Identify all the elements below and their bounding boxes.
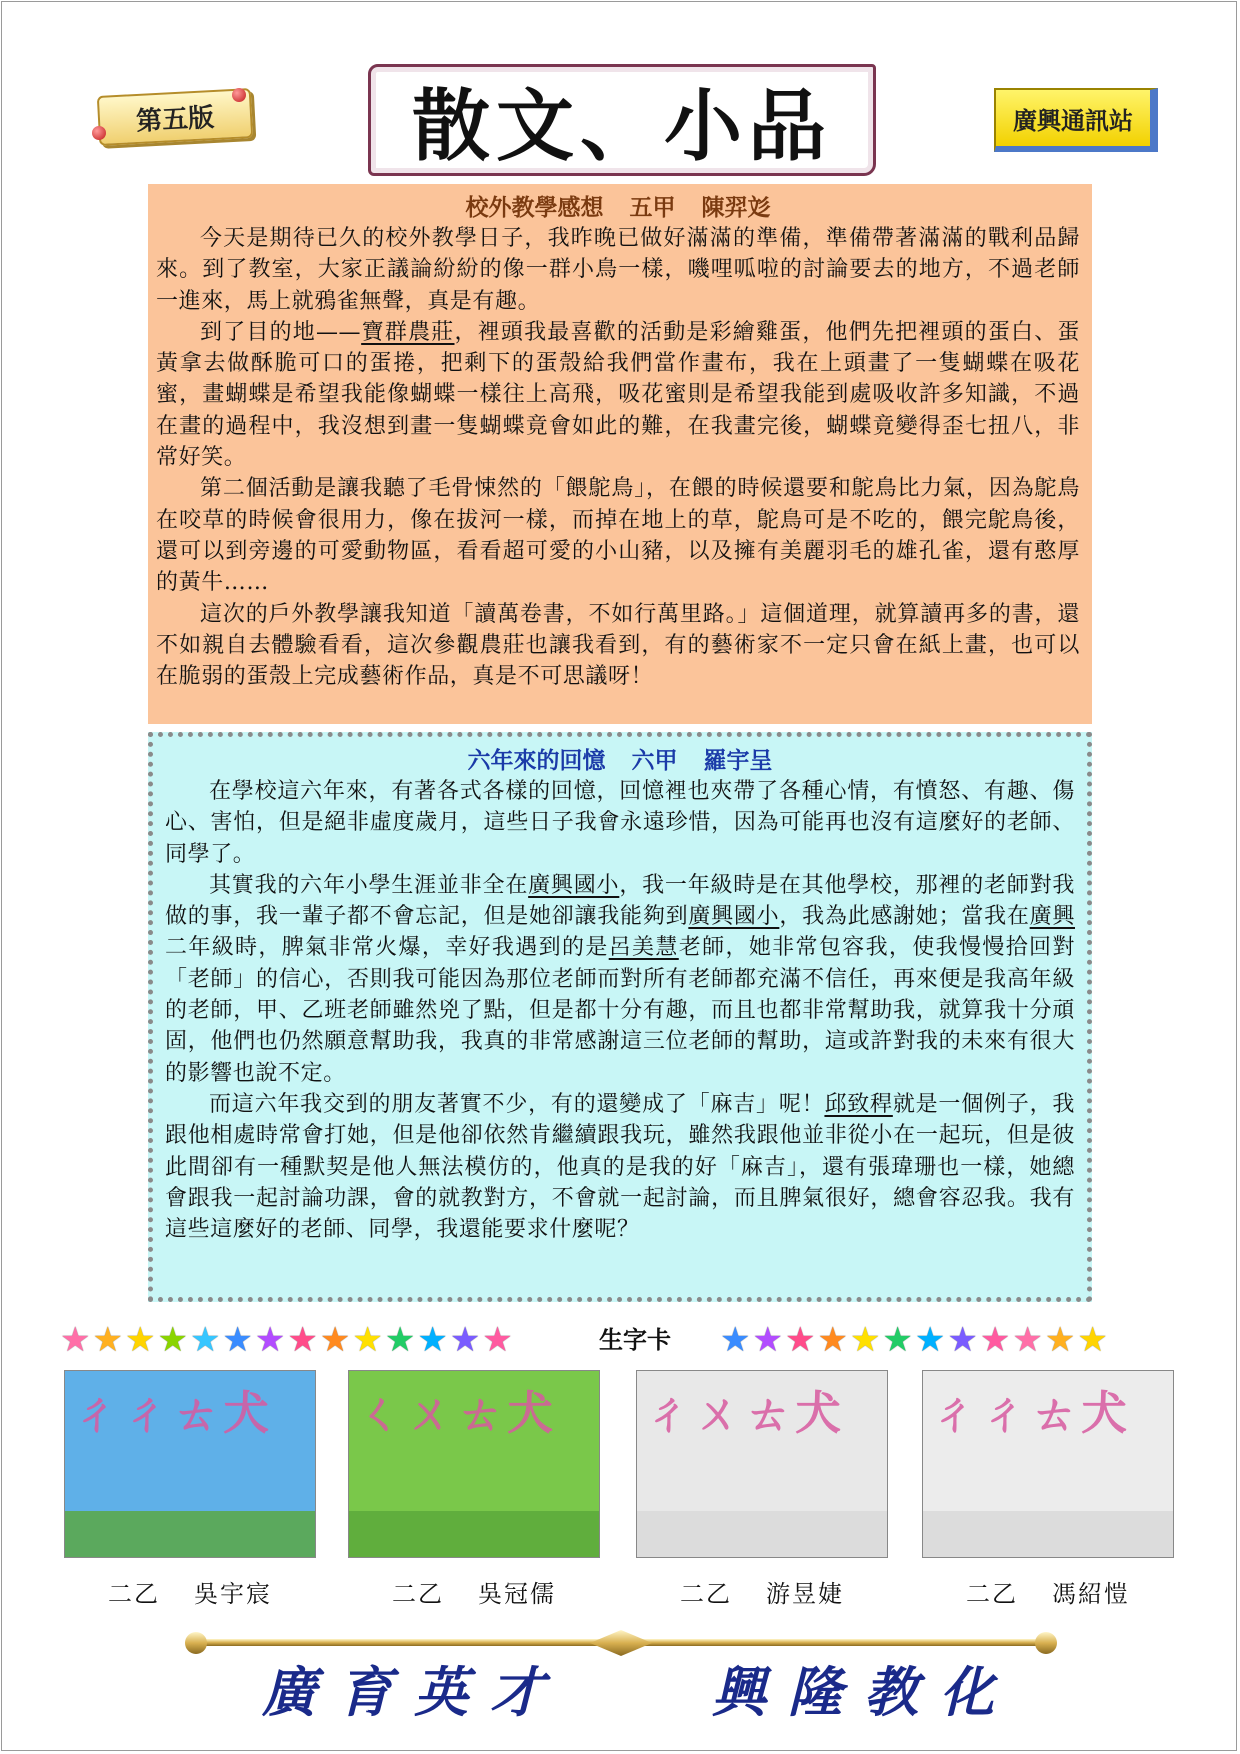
article-field-trip xyxy=(148,184,1092,724)
star-icon: ★ xyxy=(482,1320,513,1360)
caption-class: 二乙 xyxy=(108,1580,160,1608)
pin-icon xyxy=(92,126,106,140)
edition-label: 第五版 xyxy=(135,102,215,137)
star-icon: ★ xyxy=(319,1320,351,1360)
place-name: 寶群農莊 xyxy=(361,319,455,345)
star-icon: ★ xyxy=(417,1320,448,1360)
caption-class: 二乙 xyxy=(966,1580,1018,1608)
star-icon: ★ xyxy=(254,1320,286,1360)
star-icon: ★ xyxy=(222,1320,253,1360)
text: 二年級時，脾氣非常火爆，幸好我遇到的是 xyxy=(165,935,609,961)
star-icon: ★ xyxy=(352,1320,383,1360)
vocab-drawing xyxy=(636,1370,888,1558)
drawing-characters: ㄔㄨㄊ犬 xyxy=(645,1386,845,1440)
paragraph: 在學校這六年來，有著各式各樣的回憶，回憶裡也夾帶了各種心情，有憤怒、有趣、傷心、害怕，但是絕非虛度歲月，這些日子我會永遠珍惜，因為可能再也沒有這麼好的老師、同學了。 xyxy=(165,779,1075,867)
drawing-caption xyxy=(60,1574,320,1609)
caption-class: 二乙 xyxy=(392,1580,444,1608)
paragraph: 這次的戶外教學讓我知道「讀萬卷書，不如行萬里路。」這個道理，就算讀再多的書，還不如親自去體驗看看，這次參觀農莊也讓我看到，有的藝術家不一定只會在紙上畫，也可以在脆弱的蛋殼上完成藝術作品，真是不可思議呀！ xyxy=(156,601,1080,690)
star-icon: ★ xyxy=(1044,1320,1076,1360)
star-icon: ★ xyxy=(784,1320,816,1360)
motto-right: 興隆教化 xyxy=(712,1660,1016,1724)
article-title xyxy=(156,192,1080,223)
text: 而這六年我交到的朋友著實不少，有的還變成了「麻吉」呢！ xyxy=(209,1091,825,1117)
motto-left: 廣育英才 xyxy=(262,1660,566,1724)
drawing-caption xyxy=(632,1574,892,1609)
star-icon: ★ xyxy=(60,1320,91,1360)
star-icon: ★ xyxy=(287,1320,318,1360)
article-title xyxy=(165,745,1075,776)
caption-class: 二乙 xyxy=(680,1580,732,1608)
drawing-characters: ㄔㄔㄊ犬 xyxy=(73,1386,273,1440)
star-icon: ★ xyxy=(979,1320,1011,1360)
article-memories xyxy=(148,732,1092,1302)
masthead-badge xyxy=(994,88,1158,152)
star-icon: ★ xyxy=(914,1320,946,1360)
friend-name: 邱致稈 xyxy=(824,1091,893,1117)
pin-icon xyxy=(232,88,246,102)
text: 就是一個例子，我跟他相處時常會打她，但是他卻依然肯繼續跟我玩，雖然我跟他並非從小在一起玩，但是彼此間卻有一種默契是他人無法模仿的，他真的是我的好「麻吉」，還有張瑋珊也一樣，她總會跟我一起討論功課，會的就教對方，不會就一起討論，而且脾氣很好，總會容忍我。我有這些這麼好的老師、同學，我還能要求什麼呢？ xyxy=(165,1091,1075,1243)
star-icon: ★ xyxy=(1077,1320,1108,1360)
star-icon: ★ xyxy=(882,1320,913,1360)
drawing-characters: ㄔㄔㄊ犬 xyxy=(931,1386,1131,1440)
text: 老師，她非常包容我，使我慢慢拾回對「老師」的信心，否則我可能因為那位老師而對所有老師都充滿不信任，再來便是我高年級的老師，甲、乙班老師雖然兇了點，但是都十分有趣，而且也都非常幫助我，就算我十分頑固，他們也仍然願意幫助我，我真的非常感謝這三位老師的幫助，這或許對我的未來有很大的影響也說不定。 xyxy=(165,935,1075,1086)
star-icon: ★ xyxy=(720,1320,751,1360)
text: ，我為此感謝她；當我在 xyxy=(779,904,1030,930)
article-class: 六甲 xyxy=(631,747,678,774)
caption-name: 馮紹愷 xyxy=(1052,1580,1130,1608)
drawing-ground xyxy=(65,1511,315,1557)
star-icon: ★ xyxy=(817,1320,848,1360)
star-border-left xyxy=(60,1322,513,1358)
masthead-label: 廣興通訊站 xyxy=(1013,106,1133,135)
paragraph xyxy=(165,870,1075,1089)
star-icon: ★ xyxy=(947,1320,978,1360)
school-name: 廣興國小 xyxy=(528,872,620,898)
edition-tag xyxy=(97,88,253,146)
paragraph: 今天是期待已久的校外教學日子，我昨晚已做好滿滿的準備，準備帶著滿滿的戰利品歸來。到了教室，大家正議論紛紛的像一群小鳥一樣，嘰哩呱啦的討論要去的地方，不過老師一進來，馬上就鴉雀無聲，真是有趣。 xyxy=(156,226,1080,314)
caption-name: 吳宇宸 xyxy=(194,1580,272,1608)
paragraph xyxy=(156,317,1080,473)
article-author: 陳羿彣 xyxy=(701,194,771,221)
star-icon: ★ xyxy=(849,1320,881,1360)
star-icon: ★ xyxy=(1012,1320,1043,1360)
article-class: 五甲 xyxy=(629,194,676,221)
vocab-drawing xyxy=(64,1370,316,1558)
caption-name: 游昱婕 xyxy=(766,1580,844,1608)
page-title: 散文、小品 xyxy=(411,82,832,172)
star-icon: ★ xyxy=(189,1320,221,1360)
drawing-characters: ㄑㄨㄊ犬 xyxy=(357,1386,557,1440)
star-icon: ★ xyxy=(384,1320,416,1360)
star-icon: ★ xyxy=(92,1320,123,1360)
star-icon: ★ xyxy=(449,1320,481,1360)
article-title-text: 校外教學感想 xyxy=(465,194,604,221)
caption-name: 吳冠儒 xyxy=(478,1580,556,1608)
vocab-drawing xyxy=(922,1370,1174,1558)
school-name: 廣興國小 xyxy=(688,904,780,930)
vocab-drawing xyxy=(348,1370,600,1558)
star-icon: ★ xyxy=(752,1320,783,1360)
text: ，裡頭我最喜歡的活動是彩繪雞蛋，他們先把裡頭的蛋白、蛋黃拿去做酥脆可口的蛋捲，把剩下的蛋殼給我們當作畫布，我在上頭畫了一隻蝴蝶在吸花蜜，畫蝴蝶是希望我能像蝴蝶一樣往上高飛，吸花蜜則是希望我能到處吸收許多知識，不過在畫的過程中，我沒想到畫一隻蝴蝶竟會如此的難，在我畫完後，蝴蝶竟變得歪七扭八，非常好笑。 xyxy=(156,319,1081,471)
article-author: 羅宇呈 xyxy=(703,747,773,774)
vocab-card-label: 生字卡 xyxy=(599,1325,671,1354)
paragraph: 第二個活動是讓我聽了毛骨悚然的「餵鴕鳥」，在餵的時候還要和鴕鳥比力氣，因為鴕鳥在咬草的時候會很用力，像在拔河一樣，而掉在地上的草，鴕鳥可是不吃的，餵完鴕鳥後，還可以到旁邊的可愛動物區，看看超可愛的小山豬，以及擁有美麗羽毛的雄孔雀，還有憨厚的黃牛…… xyxy=(156,476,1080,596)
drawing-ground xyxy=(923,1511,1173,1557)
title-frame xyxy=(368,64,876,176)
paragraph xyxy=(165,1089,1075,1245)
drawing-ground xyxy=(349,1511,599,1557)
star-icon: ★ xyxy=(157,1320,188,1360)
text: 到了目的地—— xyxy=(200,319,362,345)
drawing-ground xyxy=(637,1511,887,1557)
star-border-right xyxy=(720,1322,1108,1358)
text: ，我一年級時是在其他學校，那裡的老師對我做的事，我一輩子都不會忘記，但是她卻讓我能夠到 xyxy=(165,872,1075,930)
drawing-caption xyxy=(918,1574,1178,1609)
text: 其實我的六年小學生涯並非全在 xyxy=(209,872,529,898)
star-icon: ★ xyxy=(124,1320,156,1360)
teacher-name: 呂美慧 xyxy=(608,935,679,961)
article-title-text: 六年來的回憶 xyxy=(467,747,606,774)
school-name: 廣興 xyxy=(1029,904,1075,930)
drawing-caption xyxy=(344,1574,604,1609)
